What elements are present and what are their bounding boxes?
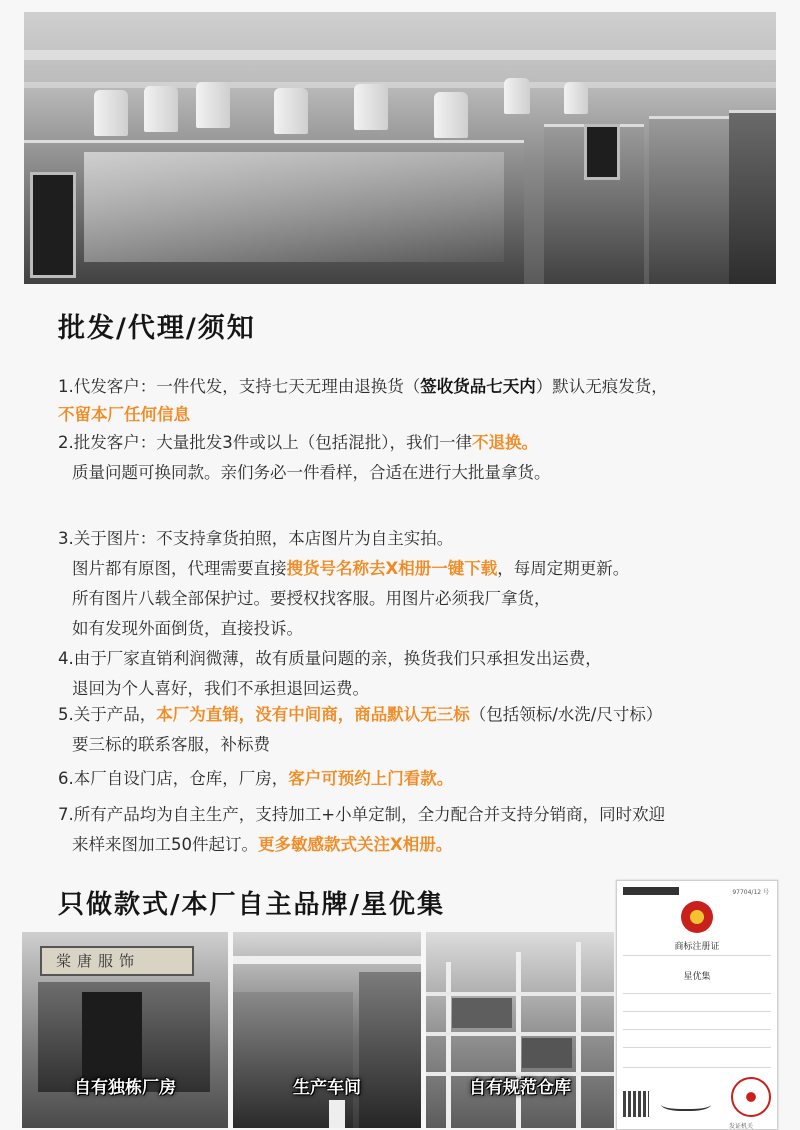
highlight-text: 更多敏感款式关注X相册。 (258, 835, 453, 854)
worker-figure (729, 110, 776, 284)
notice-line (58, 428, 538, 458)
shop-sign-text: 棠唐服饰 (56, 952, 141, 970)
notice-line (58, 372, 668, 402)
yarn-spool (504, 78, 530, 114)
machine-glass (84, 152, 504, 262)
notice-text: 如有发现外面倒货，直接投诉。 (72, 619, 303, 638)
notice-text: ，每周定期更新。 (497, 559, 630, 578)
notice-text: 3.关于图片：不支持拿货拍照，本店图片为自主实拍。 (58, 529, 454, 548)
national-emblem-icon (681, 901, 713, 933)
notice-line (58, 730, 270, 760)
highlight-text: 本厂为直销，没有中间商，商品默认无三标 (156, 705, 470, 724)
notice-line (58, 800, 665, 830)
notice-line (58, 830, 452, 860)
factory-building-photo (22, 932, 228, 1128)
notice-line (58, 614, 303, 644)
yarn-spool (564, 82, 588, 114)
certificate-header: 商标注册证 (674, 942, 720, 952)
notice-line (58, 458, 551, 488)
signature-icon (661, 1095, 711, 1111)
factory-hero-photo (24, 12, 776, 284)
notice-text: 要三标的联系客服，补标费 (72, 735, 270, 754)
certificate-brand: 星优集 (683, 972, 711, 982)
highlight-text: 不退换。 (472, 433, 538, 452)
highlight-text: 不留本厂任何信息 (58, 405, 190, 424)
notice-text: 1.代发客户：一件代发，支持七天无理由退换货（ (58, 377, 421, 396)
notice-line (58, 644, 602, 674)
notice-line (58, 584, 551, 614)
yarn-spool (94, 90, 128, 136)
highlight-text: 搜货号名称去X相册一键下载 (286, 559, 498, 578)
notice-text: 2.批发客户：大量批发3件或以上（包括混批），我们一律 (58, 433, 472, 452)
notice-text: （包括领标/水洗/尺寸标） (469, 705, 663, 724)
notice-line (58, 524, 453, 554)
notice-text: 质量问题可换同款。亲们务必一件看样，合适在进行大批量拿货。 (72, 463, 551, 482)
yarn-spool (434, 92, 468, 138)
notice-title: 批发/代理/须知 (58, 313, 256, 344)
notice-text: 所有图片八载全部保护过。要授权找客服。用图片必须我厂拿货， (72, 589, 551, 608)
yarn-spool (354, 84, 388, 130)
notice-text: ）默认无痕发货， (535, 377, 668, 396)
issuing-authority: 发证机关 (729, 1123, 754, 1130)
yarn-spool (196, 82, 230, 128)
notice-text: 7.所有产品均为自主生产，支持加工+小单定制，全力配合并支持分销商，同时欢迎 (58, 805, 666, 824)
highlight-text: 客户可预约上门看款。 (288, 769, 454, 788)
notice-text: 来样来图加工50件起订。 (72, 835, 258, 854)
qr-code-icon (623, 1091, 649, 1117)
workshop-photo (233, 932, 421, 1128)
photo-caption: 自有规范仓库 (469, 1078, 571, 1098)
brand-title: 只做款式/本厂自主品牌/星优集 (58, 890, 445, 920)
yarn-spool (274, 88, 308, 134)
photo-caption: 自有独栋厂房 (74, 1078, 176, 1098)
notice-line (58, 400, 190, 430)
notice-text: 4.由于厂家直销利润微薄，故有质量问题的亲，换货我们只承担发出运费， (58, 649, 602, 668)
yarn-spool (144, 86, 178, 132)
photo-caption: 生产车间 (293, 1078, 361, 1098)
notice-text: 退回为个人喜好，我们不承担退回运费。 (72, 679, 369, 698)
notice-text: 图片都有原图，代理需要直接 (72, 559, 287, 578)
overhead-rail (24, 82, 776, 88)
notice-line (58, 700, 662, 730)
notice-text: 6.本厂自设门店，仓库，厂房， (58, 769, 289, 788)
warehouse-photo (426, 932, 614, 1128)
trademark-certificate (616, 880, 778, 1130)
notice-line (58, 554, 629, 584)
notice-line (58, 764, 453, 794)
control-screen (30, 172, 76, 278)
knitting-machine (649, 116, 729, 284)
registration-number: 97704/12 号 (732, 889, 769, 896)
official-seal-icon (731, 1077, 771, 1117)
overhead-rail (24, 50, 776, 60)
control-screen (584, 124, 620, 180)
notice-text: 5.关于产品， (58, 705, 157, 724)
notice-text: 签收货品七天内 (420, 377, 536, 396)
